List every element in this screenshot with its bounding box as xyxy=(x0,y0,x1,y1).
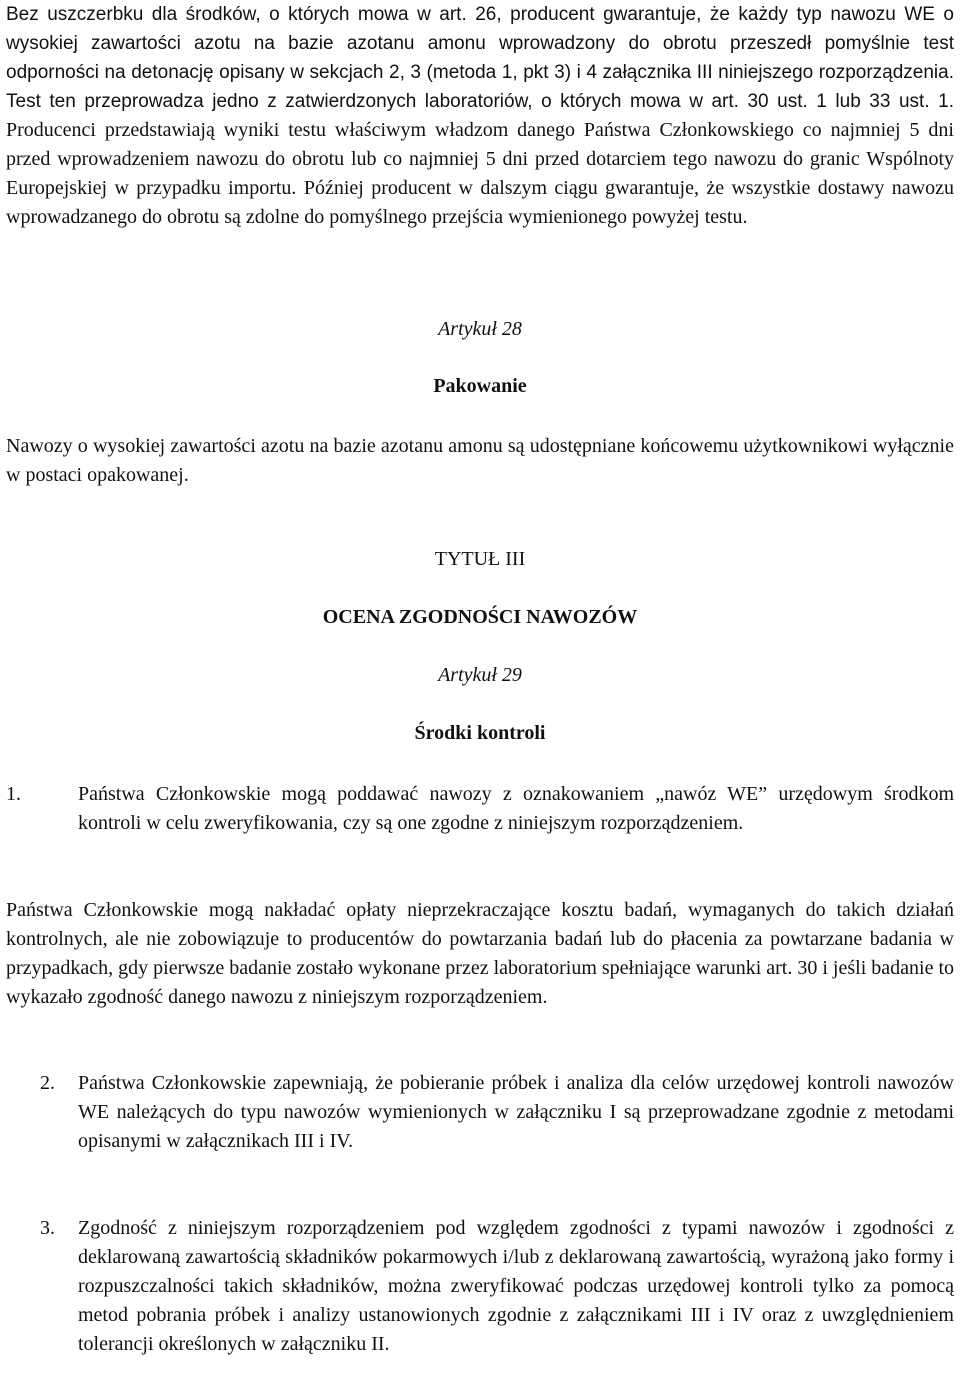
intro-paragraph-sans-text: Bez uszczerbku dla środków, o których mowa w art. 26, producent gwarantuje, że każdy typ nawozu WE o wysokiej zawartości azotu na bazie azotanu amonu wprowadzony do obrotu przeszedł pomyślnie test odporności na detonację opisany w sekcjach 2, 3 (metoda 1, pkt 3) i 4 załącznika III niniejszego rozporządzenia. Test ten przeprowadza jedno z zatwierdzonych laboratoriów, o których mowa w art. 30 ust. 1 lub 33 ust. 1. xyxy=(6,4,954,112)
article-28-heading: Artykuł 28 xyxy=(438,318,522,340)
article-28-text: Nawozy o wysokiej zawartości azotu na bazie azotanu amonu są udostępniane końcowemu użytkownikowi wyłącznie w postaci opakowanej. xyxy=(6,435,954,486)
list-item-number: 1. xyxy=(6,783,21,805)
article-29-title: Środki kontroli xyxy=(414,722,546,744)
list-item-text: Państwa Członkowskie mogą poddawać nawozy z oznakowaniem „nawóz WE” urzędowym środkom kontroli w celu zweryfikowania, czy są one zgodne z niniejszym rozporządzeniem. xyxy=(78,783,954,834)
article-28-title: Pakowanie xyxy=(433,375,527,397)
list-item-number: 3. xyxy=(40,1217,55,1239)
list-item-number: 2. xyxy=(40,1072,55,1094)
title-3-heading: TYTUŁ III xyxy=(434,548,526,570)
intro-paragraph xyxy=(6,0,954,232)
list-item-text: Zgodność z niniejszym rozporządzeniem pod względem zgodności z typami nawozów i zgodności z deklarowaną zawartością składników pokarmowych i/lub z deklarowaną zawartością, wyrażoną jako formy i rozpuszczalności takich składników, można zweryfikować podczas urzędowej kontroli tylko za pomocą metod pobrania próbek i analizy ustanowionych zgodnie z załącznikami III i IV oraz z uwzględnieniem tolerancji określonych w załączniku II. xyxy=(78,1217,954,1355)
fees-paragraph: Państwa Członkowskie mogą nakładać opłaty nieprzekraczające kosztu badań, wymaganych do takich działań kontrolnych, ale nie zobowiązuje to producentów do powtarzania badań lub do płacenia za powtarzane badania w przypadkach, gdy pierwsze badanie zostało wykonane przez laboratorium spełniające warunki art. 30 i jeśli badanie to wykazało zgodność danego nawozu z niniejszym rozporządzeniem. xyxy=(6,899,954,1008)
intro-paragraph-serif-text: Producenci przedstawiają wyniki testu właściwym władzom danego Państwa Członkowskiego co najmniej 5 dni przed wprowadzeniem nawozu do obrotu lub co najmniej 5 dni przed dotarciem tego nawozu do granic Wspólnoty Europejskiej w przypadku importu. Później producent w dalszym ciągu gwarantuje, że wszystkie dostawy nawozu wprowadzanego do obrotu są zdolne do pomyślnego przejścia wymienionego powyżej testu. xyxy=(6,119,954,228)
list-item-2 xyxy=(6,1069,954,1156)
list-item-3 xyxy=(6,1214,954,1359)
list-item-text: Państwa Członkowskie zapewniają, że pobieranie próbek i analiza dla celów urzędowej kontroli nawozów WE należących do typu nawozów wymienionych w załączniku I są przeprowadzane zgodnie z metodami opisanymi w załącznikach III i IV. xyxy=(78,1072,954,1152)
title-3-title: OCENA ZGODNOŚCI NAWOZÓW xyxy=(322,606,638,628)
article-29-heading: Artykuł 29 xyxy=(438,664,522,686)
list-item-1 xyxy=(6,780,954,838)
